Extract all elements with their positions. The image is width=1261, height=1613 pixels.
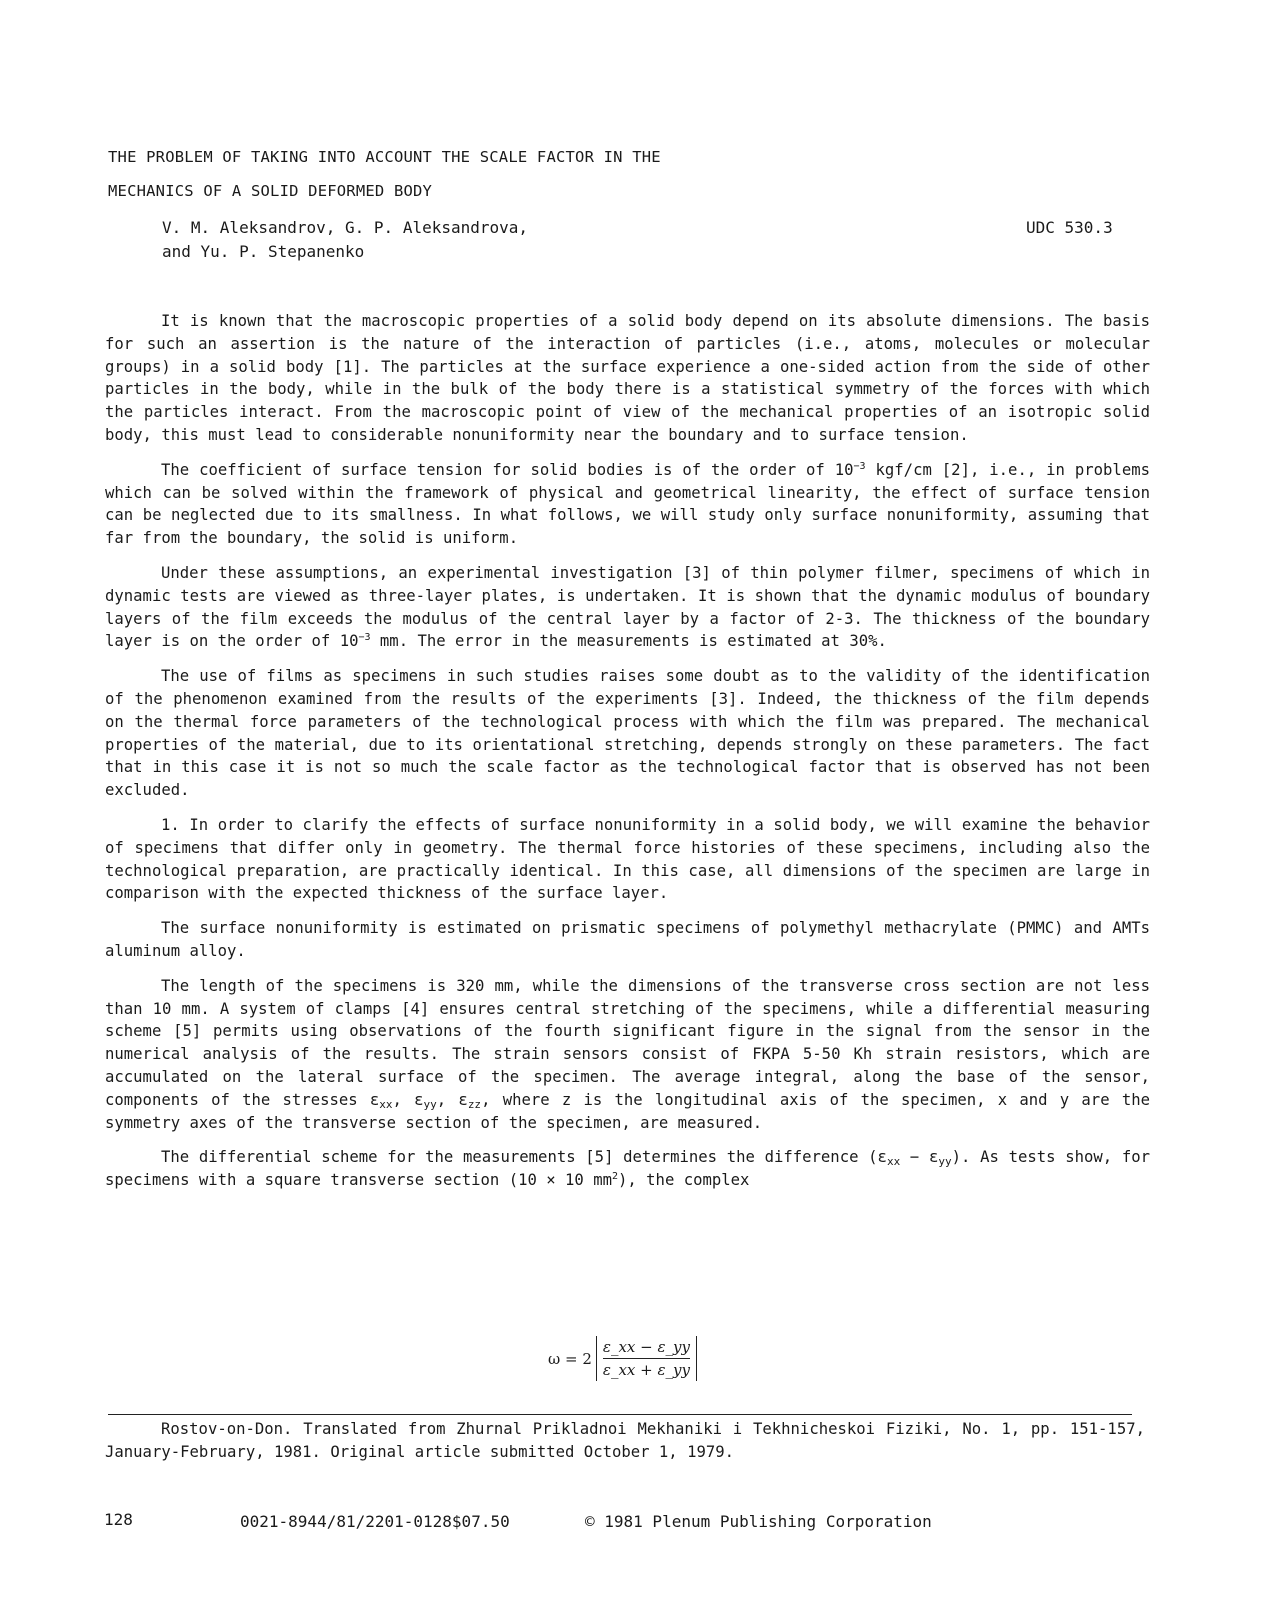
page-number: 128 bbox=[104, 1510, 133, 1529]
paragraph-7: The length of the specimens is 320 mm, while the dimensions of the transverse cross section are not less than 10 mm. A system of clamps [4] ensures central stretching of the specimens, while a differential measuring scheme [5] permits using observations of the fourth significant figure in the signal from the sensor in the numerical analysis of the results. The strain sensors consist of FKPA 5-50 Kh strain resistors, which are accumulated on the lateral surface of the specimen. The average integral, along the base of the sensor, components of the stresses $\varepsilon_{xx}$, $\varepsilon_{yy}$, $\varepsilon_{zz}$, where z is the longitudinal axis of the specimen, x and y are the symmetry axes of the transverse section of the specimen, are measured. bbox=[105, 976, 1150, 1132]
title-line-1: THE PROBLEM OF TAKING INTO ACCOUNT THE SCALE FACTOR IN THE bbox=[108, 148, 661, 166]
title-line-2: MECHANICS OF A SOLID DEFORMED BODY bbox=[108, 182, 433, 200]
formula-numerator: ε_xx − ε_yy bbox=[602, 1338, 690, 1356]
authors-line-1: V. M. Aleksandrov, G. P. Aleksandrova, bbox=[162, 218, 529, 237]
footnote-divider bbox=[108, 1414, 1132, 1415]
omega-formula bbox=[548, 1336, 697, 1381]
authors-line-2: and Yu. P. Stepanenko bbox=[162, 242, 365, 261]
footnote bbox=[105, 1418, 1145, 1464]
article-body bbox=[105, 310, 1150, 1204]
author-list bbox=[162, 216, 528, 264]
paragraph-8: The differential scheme for the measurements [5] determines the difference $(\varepsilon_{xx} - \varepsilon_{yy})$. As tests show, for specimens with a square transverse section (10 × 10 $mm^2$), the complex bbox=[105, 1148, 1150, 1190]
paragraph-6: The surface nonuniformity is estimated on prismatic specimens of polymethyl methacrylate (PMMC) and AMTs aluminum alloy. bbox=[105, 919, 1150, 960]
formula-fraction bbox=[596, 1336, 697, 1381]
paragraph-4: The use of films as specimens in such studies raises some doubt as to the validity of the identification of the phenomenon examined from the results of the experiments [3]. Indeed, the thickness of the film depends on the thermal force parameters of the technological process with which the film was prepared. The mechanical properties of the material, due to its orientational stretching, depends strongly on these parameters. The fact that in this case it is not so much the scale factor as the technological factor that is observed has not been excluded. bbox=[105, 667, 1150, 800]
paragraph-2: The coefficient of surface tension for solid bodies is of the order of $10^{-3}$ kgf/cm [2], i.e., in problems which can be solved within the framework of physical and geometrical linearity, the effect of surface tension can be neglected due to its smallness. In what follows, we will study only surface nonuniformity, assuming that far from the boundary, the solid is uniform. bbox=[105, 460, 1150, 548]
fraction-bar bbox=[603, 1358, 690, 1359]
copyright-line: © 1981 Plenum Publishing Corporation bbox=[585, 1512, 932, 1531]
article-title bbox=[108, 140, 661, 208]
paragraph-3: Under these assumptions, an experimental investigation [3] of thin polymer filmer, specimens of which in dynamic tests are viewed as three-layer plates, is undertaken. It is shown that the dynamic modulus of boundary layers of the film exceeds the modulus of the central layer by a factor of 2-3. The thickness of the boundary layer is on the order of $10^{-3}$ mm. The error in the measurements is estimated at 30%. bbox=[105, 563, 1150, 651]
formula-lhs: ω = 2 bbox=[548, 1349, 592, 1368]
article-code: 0021-8944/81/2201-0128$07.50 bbox=[240, 1512, 510, 1531]
formula-denominator: ε_xx + ε_yy bbox=[602, 1361, 690, 1379]
udc-code: UDC 530.3 bbox=[1026, 218, 1113, 237]
paragraph-1: It is known that the macroscopic properties of a solid body depend on its absolute dimensions. The basis for such an assertion is the nature of the interaction of particles (i.e., atoms, molecules or molecular groups) in a solid body [1]. The particles at the surface experience a one-sided action from the side of other particles in the body, while in the bulk of the body there is a statistical symmetry of the forces with which the particles interact. From the macroscopic point of view of the mechanical properties of an isotropic solid body, this must lead to considerable nonuniformity near the boundary and to surface tension. bbox=[105, 312, 1150, 444]
footnote-text: Rostov-on-Don. Translated from Zhurnal Prikladnoi Mekhaniki i Tekhnicheskoi Fiziki, No. 1, pp. 151-157, January-February, 1981. Original article submitted October 1, 1979. bbox=[105, 1420, 1145, 1461]
paragraph-5: 1. In order to clarify the effects of surface nonuniformity in a solid body, we will examine the behavior of specimens that differ only in geometry. The thermal force histories of these specimens, including also the technological preparation, are practically identical. In this case, all dimensions of the specimen are large in comparison with the expected thickness of the surface layer. bbox=[105, 815, 1150, 903]
